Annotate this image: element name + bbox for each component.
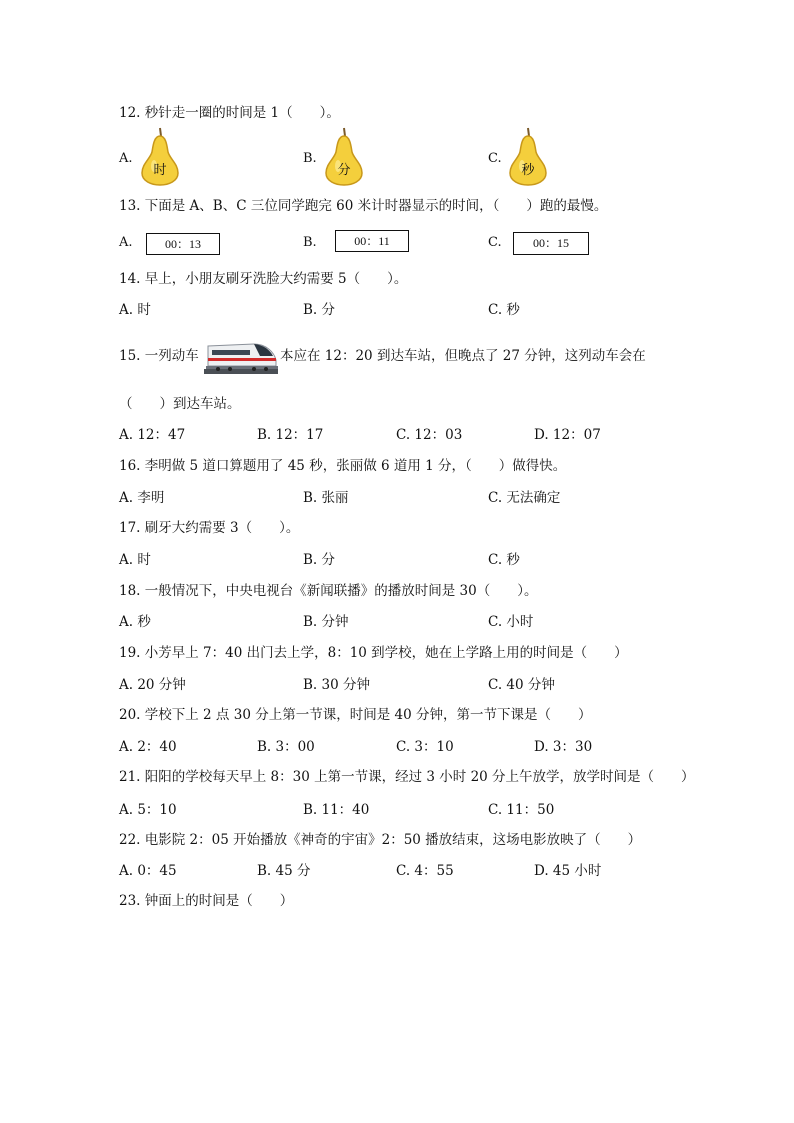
q12-option-b-label[interactable]: B. [303, 151, 317, 166]
q20-option-a[interactable]: A. 2：40 [119, 739, 177, 755]
q19-option-a[interactable]: A. 20 分钟 [119, 677, 186, 693]
pear-icon [324, 126, 364, 186]
q12-pear-a-text: 时 [153, 163, 167, 178]
q17-option-c[interactable]: C. 秒 [488, 552, 520, 568]
pear-icon [508, 126, 548, 186]
question-15-text-before: 15. 一列动车 [119, 348, 199, 364]
q13-option-a-label[interactable]: A. [119, 235, 133, 250]
q13-option-c-label[interactable]: C. [488, 235, 502, 250]
q20-option-b[interactable]: B. 3：00 [257, 739, 315, 755]
q21-option-b[interactable]: B. 11：40 [303, 802, 370, 818]
q12-option-c-label[interactable]: C. [488, 151, 502, 166]
q15-option-b[interactable]: B. 12：17 [257, 427, 324, 443]
q20-option-c[interactable]: C. 3：10 [396, 739, 454, 755]
q20-option-d[interactable]: D. 3：30 [534, 739, 593, 755]
question-20-text: 20. 学校下上 2 点 30 分上第一节课，时间是 40 分钟，第一节下课是（ ） [119, 707, 592, 723]
q14-option-c[interactable]: C. 秒 [488, 302, 520, 318]
q18-option-b[interactable]: B. 分钟 [303, 614, 349, 630]
question-18-text: 18. 一般情况下，中央电视台《新闻联播》的播放时间是 30（ ）。 [119, 583, 538, 599]
q12-option-a-label[interactable]: A. [119, 151, 133, 166]
q22-option-b[interactable]: B. 45 分 [257, 863, 311, 879]
pear-icon [140, 126, 180, 186]
q18-option-c[interactable]: C. 小时 [488, 614, 534, 630]
q15-option-c[interactable]: C. 12：03 [396, 427, 463, 443]
q16-option-b[interactable]: B. 张丽 [303, 490, 349, 506]
q12-pear-c-text: 秒 [521, 163, 535, 178]
q16-option-c[interactable]: C. 无法确定 [488, 490, 561, 506]
q15-option-a[interactable]: A. 12：47 [119, 427, 186, 443]
q14-option-b[interactable]: B. 分 [303, 302, 336, 318]
question-14-text: 14. 早上，小朋友刷牙洗脸大约需要 5（ ）。 [119, 271, 408, 287]
train-icon [204, 336, 278, 374]
question-17-text: 17. 刷牙大约需要 3（ ）。 [119, 520, 300, 536]
q13-timer-a: 00：13 [146, 233, 220, 255]
q19-option-c[interactable]: C. 40 分钟 [488, 677, 555, 693]
q13-timer-c: 00：15 [513, 232, 589, 255]
q21-option-c[interactable]: C. 11：50 [488, 802, 555, 818]
q14-option-a[interactable]: A. 时 [119, 302, 151, 318]
question-19-text: 19. 小芳早上 7：40 出门去上学，8：10 到学校，她在上学路上用的时间是（ ） [119, 645, 628, 661]
q22-option-c[interactable]: C. 4：55 [396, 863, 454, 879]
q18-option-a[interactable]: A. 秒 [119, 614, 151, 630]
q12-pear-b-text: 分 [337, 163, 351, 178]
question-16-text: 16. 李明做 5 道口算题用了 45 秒，张丽做 6 道用 1 分，（ ）做得快。 [119, 458, 567, 474]
q15-option-d[interactable]: D. 12：07 [534, 427, 601, 443]
q13-timer-b: 00：11 [335, 230, 409, 252]
q19-option-b[interactable]: B. 30 分钟 [303, 677, 370, 693]
q17-option-b[interactable]: B. 分 [303, 552, 336, 568]
question-15-text-after: 本应在 12：20 到达车站，但晚点了 27 分钟，这列动车会在 [280, 348, 646, 364]
question-13-text: 13. 下面是 A、B、C 三位同学跑完 60 米计时器显示的时间，（ ）跑的最慢。 [119, 198, 608, 214]
q21-option-a[interactable]: A. 5：10 [119, 802, 177, 818]
question-15-text-line2: （ ）到达车站。 [119, 396, 241, 412]
q16-option-a[interactable]: A. 李明 [119, 490, 165, 506]
question-22-text: 22. 电影院 2：05 开始播放《神奇的宇宙》2：50 播放结束，这场电影放映了（ ） [119, 832, 642, 848]
question-21-text: 21. 阳阳的学校每天早上 8：30 上第一节课，经过 3 小时 20 分上午放学，放学时间是（ ） [119, 769, 695, 785]
q22-option-d[interactable]: D. 45 小时 [534, 863, 602, 879]
q17-option-a[interactable]: A. 时 [119, 552, 151, 568]
question-12-text: 12. 秒针走一圈的时间是 1（ ）。 [119, 105, 340, 121]
q22-option-a[interactable]: A. 0：45 [119, 863, 177, 879]
question-23-text: 23. 钟面上的时间是（ ） [119, 893, 294, 909]
q13-option-b-label[interactable]: B. [303, 235, 317, 250]
